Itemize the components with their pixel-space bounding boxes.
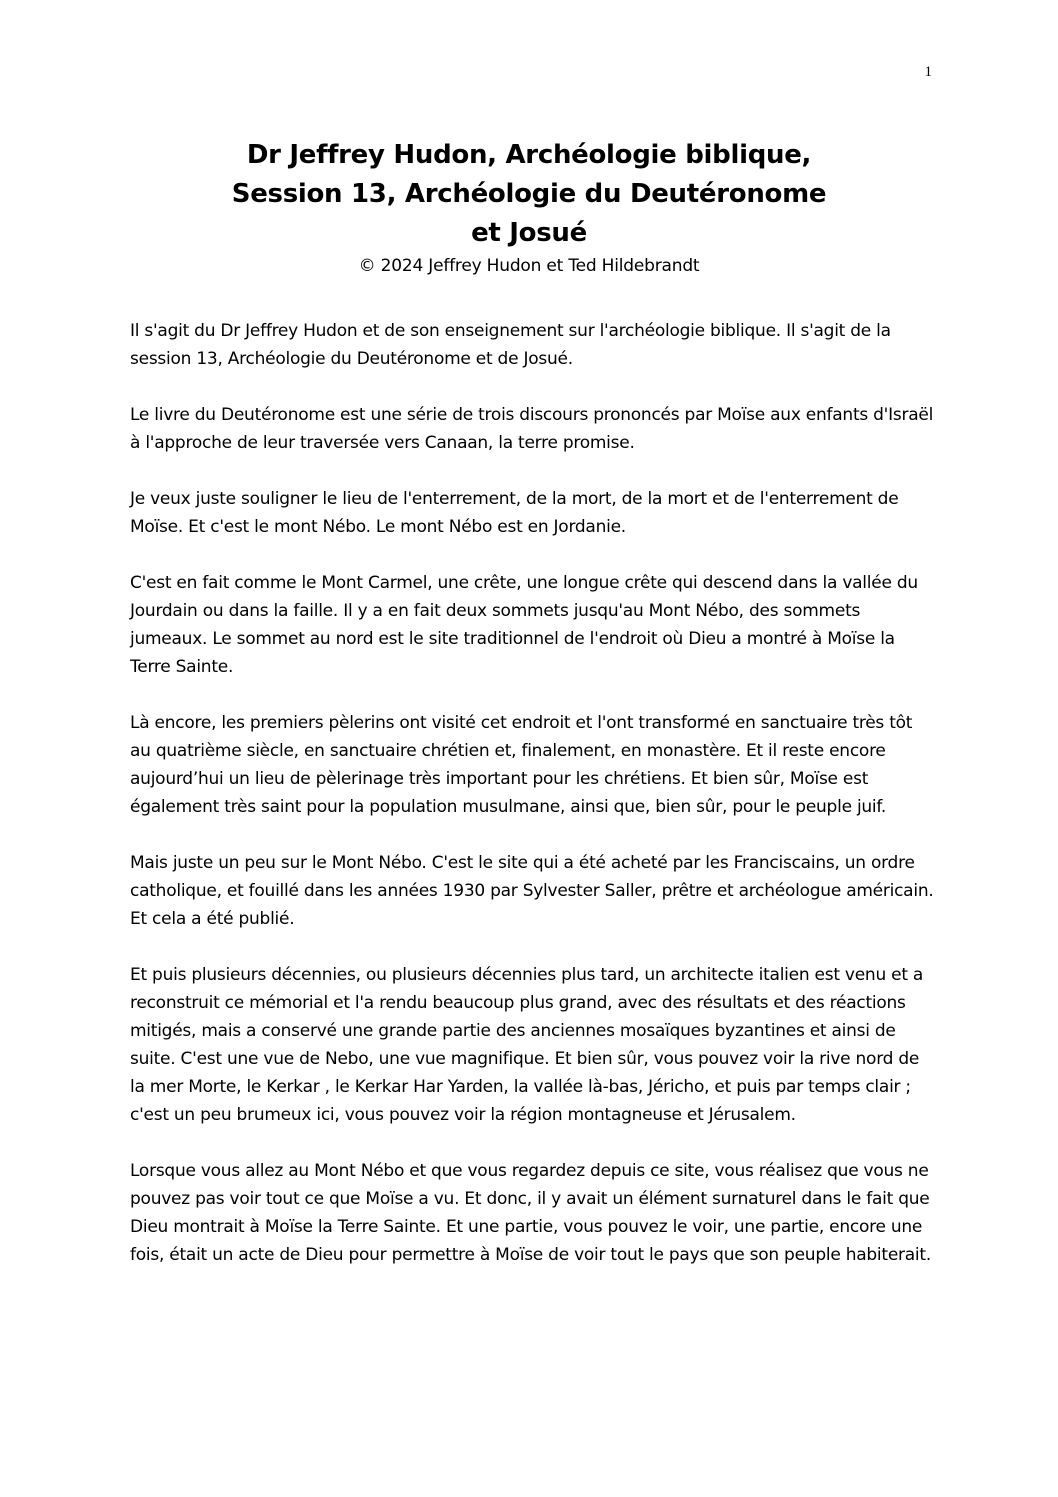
paragraph: Là encore, les premiers pèlerins ont visité cet endroit et l'ont transformé en sanctuaire très tôt au quatrième siècle, en sanctuaire chrétien et, finalement, en monastère. Et il reste encore aujourd’hui un lieu de pèlerinage très important pour les chrétiens. Et bien sûr, Moïse est également très saint pour la population musulmane, ainsi que, bien sûr, pour le peuple juif. — [130, 713, 913, 817]
paragraph: Mais juste un peu sur le Mont Nébo. C'est le site qui a été acheté par les Franciscains, un ordre catholique, et fouillé dans les années 1930 par Sylvester Saller, prêtre et archéologue américain. Et cela a été publié. — [130, 853, 934, 929]
title-block — [130, 136, 928, 279]
document-body — [130, 317, 936, 1297]
paragraph: Il s'agit du Dr Jeffrey Hudon et de son enseignement sur l'archéologie biblique. Il s'agit de la session 13, Archéologie du Deutéronome et de Josué. — [130, 321, 891, 369]
copyright-notice: © 2024 Jeffrey Hudon et Ted Hildebrandt — [358, 256, 700, 276]
paragraph: Je veux juste souligner le lieu de l'enterrement, de la mort, de la mort et de l'enterrement de Moïse. Et c'est le mont Nébo. Le mont Nébo est en Jordanie. — [130, 489, 899, 537]
paragraph: Lorsque vous allez au Mont Nébo et que vous regardez depuis ce site, vous réalisez que vous ne pouvez pas voir tout ce que Moïse a vu. Et donc, il y avait un élément surnaturel dans le fait que Dieu montrait à Moïse la Terre Sainte. Et une partie, vous pouvez le voir, une partie, encore une fois, était un acte de Dieu pour permettre à Moïse de voir tout le pays que son peuple habiterait. — [130, 1161, 931, 1265]
paragraph: C'est en fait comme le Mont Carmel, une crête, une longue crête qui descend dans la vallée du Jourdain ou dans la faille. Il y a en fait deux sommets jusqu'au Mont Nébo, des sommets jumeaux. Le sommet au nord est le site traditionnel de l'endroit où Dieu a montré à Moïse la Terre Sainte. — [130, 573, 918, 677]
document-title-line-3: et Josué — [471, 218, 587, 248]
paragraph: Le livre du Deutéronome est une série de trois discours prononcés par Moïse aux enfants d'Israël à l'approche de leur traversée vers Canaan, la terre promise. — [130, 405, 934, 453]
page-number: 1 — [924, 64, 932, 80]
document-title-line-2: Session 13, Archéologie du Deutéronome — [231, 179, 827, 209]
document-title-line-1: Dr Jeffrey Hudon, Archéologie biblique, — [246, 140, 812, 170]
paragraph: Et puis plusieurs décennies, ou plusieurs décennies plus tard, un architecte italien est venu et a reconstruit ce mémorial et l'a rendu beaucoup plus grand, avec des résultats et des réactions mitigés, mais a conservé une grande partie des anciennes mosaïques byzantines et ainsi de suite. C'est une vue de Nebo, une vue magnifique. Et bien sûr, vous pouvez voir la rive nord de la mer Morte, le Kerkar , le Kerkar Har Yarden, la vallée là-bas, Jéricho, et puis par temps clair ; c'est un peu brumeux ici, vous pouvez voir la région montagneuse et Jérusalem. — [130, 965, 924, 1125]
